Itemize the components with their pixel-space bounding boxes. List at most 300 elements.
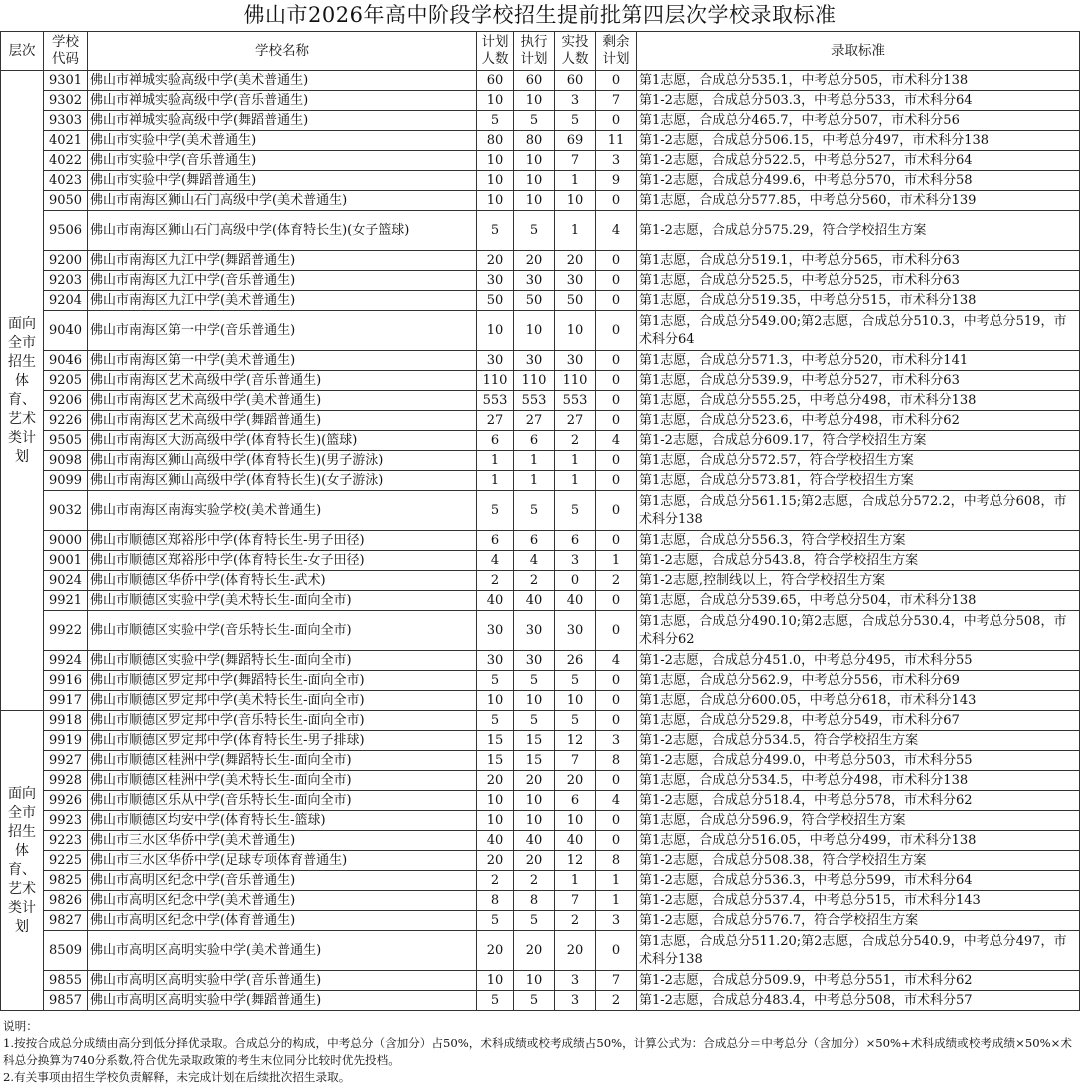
school-code: 4022 [44,151,88,171]
table-row [1,391,1080,411]
school-name: 佛山市顺德区乐从中学(音乐特长生-面向全市) [88,791,477,811]
exec-plan: 10 [514,971,555,991]
exec-plan: 10 [514,91,555,111]
admission-standard: 第1-2志愿，合成总分522.5，中考总分527，市术科分64 [637,151,1080,171]
level-group-label: 面向全市招生体育、艺术类计划 [1,71,44,711]
plan-count: 40 [477,591,514,611]
admission-standard: 第1志愿，合成总分600.05，中考总分618，市术科分143 [637,691,1080,711]
school-name: 佛山市南海区艺术高级中学(美术普通生) [88,391,477,411]
plan-count: 10 [477,311,514,351]
level-group-label: 面向全市招生体育、艺术类计划 [1,711,44,1011]
notes [3,1018,1077,1086]
admission-standard: 第1-2志愿，合成总分509.9，中考总分551，市术科分62 [637,971,1080,991]
plan-count: 80 [477,131,514,151]
school-code: 9302 [44,91,88,111]
admission-standard: 第1-2志愿，合成总分499.0，中考总分503，市术科分55 [637,751,1080,771]
school-code: 9927 [44,751,88,771]
exec-plan: 15 [514,751,555,771]
actual-count: 69 [555,131,596,151]
school-code: 9921 [44,591,88,611]
header-standard: 录取标准 [637,32,1080,71]
table-row [1,71,1080,91]
exec-plan: 80 [514,131,555,151]
school-name: 佛山市实验中学(音乐普通生) [88,151,477,171]
remain-plan: 0 [596,671,637,691]
school-code: 9301 [44,71,88,91]
remain-plan: 2 [596,571,637,591]
admission-standard: 第1志愿，合成总分490.10;第2志愿，合成总分530.4，中考总分508，市术科分62 [637,611,1080,651]
plan-count: 20 [477,771,514,791]
school-name: 佛山市顺德区实验中学(音乐特长生-面向全市) [88,611,477,651]
actual-count: 10 [555,311,596,351]
school-name: 佛山市三水区华侨中学(美术普通生) [88,831,477,851]
exec-plan: 10 [514,171,555,191]
remain-plan: 8 [596,851,637,871]
exec-plan: 50 [514,291,555,311]
remain-plan: 0 [596,471,637,491]
actual-count: 3 [555,971,596,991]
table-row [1,851,1080,871]
school-name: 佛山市禅城实验高级中学(音乐普通生) [88,91,477,111]
admission-standard: 第1-2志愿，合成总分609.17，符合学校招生方案 [637,431,1080,451]
table-row [1,871,1080,891]
remain-plan: 2 [596,991,637,1011]
school-name: 佛山市高明区纪念中学(体育普通生) [88,911,477,931]
school-name: 佛山市顺德区郑裕彤中学(体育特长生-女子田径) [88,551,477,571]
plan-count: 1 [477,451,514,471]
school-code: 9032 [44,491,88,531]
school-name: 佛山市南海区九江中学(舞蹈普通生) [88,251,477,271]
plan-count: 5 [477,491,514,531]
actual-count: 1 [555,451,596,471]
school-name: 佛山市顺德区罗定邦中学(舞蹈特长生-面向全市) [88,671,477,691]
exec-plan: 10 [514,191,555,211]
table-row [1,351,1080,371]
admission-standard: 第1-2志愿，合成总分508.38，符合学校招生方案 [637,851,1080,871]
table-row [1,531,1080,551]
header-row [1,32,1080,71]
actual-count: 26 [555,651,596,671]
table-row [1,491,1080,531]
table-row [1,731,1080,751]
plan-count: 20 [477,931,514,971]
header-level: 层次 [1,32,44,71]
school-name: 佛山市实验中学(舞蹈普通生) [88,171,477,191]
actual-count: 553 [555,391,596,411]
actual-count: 20 [555,251,596,271]
school-name: 佛山市南海区南海实验学校(美术普通生) [88,491,477,531]
remain-plan: 0 [596,831,637,851]
school-code: 9855 [44,971,88,991]
admission-standard: 第1-2志愿，合成总分483.4，中考总分508，市术科分57 [637,991,1080,1011]
remain-plan: 7 [596,971,637,991]
table-row [1,151,1080,171]
table-row [1,911,1080,931]
actual-count: 1 [555,211,596,251]
school-code: 9226 [44,411,88,431]
remain-plan: 0 [596,531,637,551]
school-name: 佛山市实验中学(美术普通生) [88,131,477,151]
exec-plan: 10 [514,791,555,811]
school-code: 9923 [44,811,88,831]
table-row [1,891,1080,911]
school-code: 9922 [44,611,88,651]
admission-standard: 第1志愿，合成总分516.05，中考总分499，市术科分138 [637,831,1080,851]
actual-count: 6 [555,531,596,551]
plan-count: 553 [477,391,514,411]
remain-plan: 0 [596,491,637,531]
table-row [1,471,1080,491]
table-row [1,411,1080,431]
remain-plan: 4 [596,431,637,451]
plan-count: 6 [477,431,514,451]
actual-count: 1 [555,171,596,191]
table-body [1,71,1080,1011]
admission-standard: 第1志愿，合成总分529.8，中考总分549，市术科分67 [637,711,1080,731]
admission-standard: 第1-2志愿，合成总分451.0，中考总分495，市术科分55 [637,651,1080,671]
remain-plan: 0 [596,371,637,391]
table-row [1,191,1080,211]
plan-count: 6 [477,531,514,551]
page-title: 佛山市2026年高中阶段学校招生提前批第四层次学校录取标准 [243,3,837,27]
actual-count: 27 [555,411,596,431]
school-code: 9506 [44,211,88,251]
table-row [1,691,1080,711]
exec-plan: 10 [514,151,555,171]
actual-count: 7 [555,751,596,771]
header-school-name: 学校名称 [88,32,477,71]
actual-count: 10 [555,811,596,831]
school-code: 9098 [44,451,88,471]
school-name: 佛山市高明区高明实验中学(美术普通生) [88,931,477,971]
remain-plan: 3 [596,911,637,931]
remain-plan: 0 [596,811,637,831]
remain-plan: 0 [596,611,637,651]
school-code: 9205 [44,371,88,391]
school-code: 9918 [44,711,88,731]
actual-count: 12 [555,731,596,751]
actual-count: 20 [555,931,596,971]
exec-plan: 2 [514,571,555,591]
school-name: 佛山市南海区艺术高级中学(舞蹈普通生) [88,411,477,431]
actual-count: 3 [555,91,596,111]
remain-plan: 4 [596,211,637,251]
plan-count: 5 [477,911,514,931]
school-name: 佛山市顺德区桂洲中学(美术特长生-面向全市) [88,771,477,791]
admission-standard: 第1-2志愿，合成总分536.3，中考总分599，市术科分64 [637,871,1080,891]
exec-plan: 10 [514,811,555,831]
remain-plan: 0 [596,271,637,291]
exec-plan: 4 [514,551,555,571]
remain-plan: 0 [596,931,637,971]
admission-standard: 第1志愿，合成总分562.9，中考总分556，市术科分69 [637,671,1080,691]
table-row [1,211,1080,251]
table-row [1,771,1080,791]
header-exec: 执行计划 [514,32,555,71]
admission-standard: 第1-2志愿，合成总分537.4，中考总分515，市术科分143 [637,891,1080,911]
actual-count: 5 [555,711,596,731]
table-row [1,111,1080,131]
exec-plan: 6 [514,531,555,551]
admission-standard: 第1志愿，合成总分561.15;第2志愿，合成总分572.2，中考总分608，市术科分138 [637,491,1080,531]
actual-count: 30 [555,351,596,371]
plan-count: 10 [477,191,514,211]
plan-count: 5 [477,671,514,691]
admission-standard: 第1-2志愿，合成总分575.29，符合学校招生方案 [637,211,1080,251]
table-row [1,91,1080,111]
plan-count: 10 [477,171,514,191]
remain-plan: 0 [596,691,637,711]
exec-plan: 110 [514,371,555,391]
school-name: 佛山市南海区九江中学(音乐普通生) [88,271,477,291]
plan-count: 10 [477,811,514,831]
admission-standard: 第1-2志愿，合成总分503.3，中考总分533，市术科分64 [637,91,1080,111]
plan-count: 30 [477,271,514,291]
plan-count: 15 [477,751,514,771]
header-remain: 剩余计划 [596,32,637,71]
plan-count: 10 [477,691,514,711]
remain-plan: 11 [596,131,637,151]
school-code: 9926 [44,791,88,811]
plan-count: 5 [477,711,514,731]
school-name: 佛山市南海区第一中学(美术普通生) [88,351,477,371]
actual-count: 2 [555,431,596,451]
remain-plan: 3 [596,731,637,751]
exec-plan: 8 [514,891,555,911]
actual-count: 10 [555,191,596,211]
school-code: 9099 [44,471,88,491]
school-name: 佛山市南海区狮山石门高级中学(体育特长生)(女子篮球) [88,211,477,251]
admission-table [0,31,1080,1011]
header-actual: 实投人数 [555,32,596,71]
plan-count: 50 [477,291,514,311]
table-row [1,551,1080,571]
table-row [1,711,1080,731]
admission-standard: 第1志愿，合成总分534.5，中考总分498，市术科分138 [637,771,1080,791]
school-code: 9827 [44,911,88,931]
table-row [1,591,1080,611]
school-code: 9046 [44,351,88,371]
plan-count: 5 [477,211,514,251]
table-row [1,271,1080,291]
school-code: 9919 [44,731,88,751]
table-row [1,671,1080,691]
plan-count: 5 [477,111,514,131]
plan-count: 8 [477,891,514,911]
school-name: 佛山市三水区华侨中学(足球专项体育普通生) [88,851,477,871]
school-code: 9200 [44,251,88,271]
actual-count: 2 [555,911,596,931]
plan-count: 2 [477,871,514,891]
plan-count: 30 [477,351,514,371]
actual-count: 5 [555,671,596,691]
actual-count: 20 [555,771,596,791]
exec-plan: 5 [514,991,555,1011]
exec-plan: 27 [514,411,555,431]
actual-count: 1 [555,871,596,891]
school-code: 9303 [44,111,88,131]
school-code: 9826 [44,891,88,911]
exec-plan: 10 [514,691,555,711]
actual-count: 0 [555,571,596,591]
admission-standard: 第1-2志愿，合成总分543.8，符合学校招生方案 [637,551,1080,571]
school-code: 9000 [44,531,88,551]
plan-count: 10 [477,791,514,811]
plan-count: 40 [477,831,514,851]
plan-count: 10 [477,971,514,991]
remain-plan: 3 [596,151,637,171]
actual-count: 12 [555,851,596,871]
remain-plan: 0 [596,411,637,431]
admission-standard: 第1-2志愿，合成总分499.6，中考总分570，市术科分58 [637,171,1080,191]
admission-standard: 第1志愿，合成总分519.35，中考总分515，市术科分138 [637,291,1080,311]
admission-standard: 第1-2志愿，合成总分576.7，符合学校招生方案 [637,911,1080,931]
school-code: 9917 [44,691,88,711]
exec-plan: 5 [514,111,555,131]
actual-count: 110 [555,371,596,391]
admission-standard: 第1志愿，合成总分555.25，中考总分498，市术科分138 [637,391,1080,411]
remain-plan: 4 [596,791,637,811]
school-name: 佛山市南海区大沥高级中学(体育特长生)(篮球) [88,431,477,451]
school-name: 佛山市南海区狮山高级中学(体育特长生)(女子游泳) [88,471,477,491]
exec-plan: 30 [514,611,555,651]
remain-plan: 1 [596,871,637,891]
table-row [1,651,1080,671]
exec-plan: 5 [514,671,555,691]
actual-count: 50 [555,291,596,311]
school-name: 佛山市顺德区华侨中学(体育特长生-武术) [88,571,477,591]
remain-plan: 0 [596,451,637,471]
plan-count: 110 [477,371,514,391]
remain-plan: 8 [596,751,637,771]
school-name: 佛山市顺德区均安中学(体育特长生-篮球) [88,811,477,831]
actual-count: 7 [555,891,596,911]
school-code: 9825 [44,871,88,891]
school-name: 佛山市顺德区郑裕彤中学(体育特长生-男子田径) [88,531,477,551]
exec-plan: 5 [514,491,555,531]
remain-plan: 0 [596,291,637,311]
plan-count: 15 [477,731,514,751]
table-row [1,811,1080,831]
actual-count: 3 [555,551,596,571]
school-code: 9050 [44,191,88,211]
admission-standard: 第1志愿，合成总分535.1，中考总分505，市术科分138 [637,71,1080,91]
school-name: 佛山市高明区纪念中学(音乐普通生) [88,871,477,891]
admission-standard: 第1志愿，合成总分519.1，中考总分565，市术科分63 [637,251,1080,271]
table-row [1,571,1080,591]
school-name: 佛山市南海区九江中学(美术普通生) [88,291,477,311]
exec-plan: 60 [514,71,555,91]
school-code: 9204 [44,291,88,311]
remain-plan: 7 [596,91,637,111]
plan-count: 30 [477,611,514,651]
remain-plan: 0 [596,311,637,351]
admission-standard: 第1-2志愿，合成总分506.15，中考总分497，市术科分138 [637,131,1080,151]
exec-plan: 30 [514,651,555,671]
plan-count: 10 [477,91,514,111]
table-row [1,991,1080,1011]
school-name: 佛山市顺德区桂洲中学(舞蹈特长生-面向全市) [88,751,477,771]
school-code: 9040 [44,311,88,351]
school-code: 9203 [44,271,88,291]
school-name: 佛山市南海区狮山高级中学(体育特长生)(男子游泳) [88,451,477,471]
admission-standard: 第1志愿，合成总分525.5，中考总分525，市术科分63 [637,271,1080,291]
remain-plan: 0 [596,251,637,271]
note-1: 1.按按合成总分成绩由高分到低分择优录取。合成总分的构成，中考总分（含加分）占50%，术科成绩或校考成绩占50%，计算公式为：合成总分＝中考总分（含加分）×50%+术科成绩或校考成绩×50%×术科总分换算为740分系数,符合优先录取政策的考生末位同分比较时优先投档。 [3,1036,1072,1067]
admission-standard: 第1志愿，合成总分571.3，中考总分520，市术科分141 [637,351,1080,371]
actual-count: 7 [555,151,596,171]
admission-standard: 第1志愿，合成总分577.85，中考总分560，市术科分139 [637,191,1080,211]
plan-count: 27 [477,411,514,431]
table-row [1,971,1080,991]
school-code: 4021 [44,131,88,151]
school-name: 佛山市禅城实验高级中学(舞蹈普通生) [88,111,477,131]
plan-count: 2 [477,571,514,591]
remain-plan: 0 [596,391,637,411]
table-row [1,831,1080,851]
admission-standard: 第1志愿，合成总分465.7，中考总分507，市术科分56 [637,111,1080,131]
remain-plan: 1 [596,891,637,911]
exec-plan: 5 [514,211,555,251]
exec-plan: 5 [514,911,555,931]
school-code: 9857 [44,991,88,1011]
actual-count: 5 [555,491,596,531]
exec-plan: 15 [514,731,555,751]
exec-plan: 30 [514,351,555,371]
actual-count: 10 [555,691,596,711]
remain-plan: 0 [596,71,637,91]
actual-count: 40 [555,591,596,611]
school-code: 9928 [44,771,88,791]
admission-standard: 第1-2志愿,控制线以上，符合学校招生方案 [637,571,1080,591]
plan-count: 1 [477,471,514,491]
exec-plan: 1 [514,471,555,491]
table-row [1,311,1080,351]
plan-count: 20 [477,851,514,871]
admission-standard: 第1志愿，合成总分549.00;第2志愿，合成总分510.3，中考总分519，市术科分64 [637,311,1080,351]
school-name: 佛山市南海区艺术高级中学(音乐普通生) [88,371,477,391]
table-row [1,611,1080,651]
school-name: 佛山市顺德区实验中学(美术特长生-面向全市) [88,591,477,611]
exec-plan: 1 [514,451,555,471]
remain-plan: 0 [596,711,637,731]
exec-plan: 20 [514,251,555,271]
remain-plan: 4 [596,651,637,671]
school-code: 4023 [44,171,88,191]
plan-count: 30 [477,651,514,671]
remain-plan: 9 [596,171,637,191]
actual-count: 3 [555,991,596,1011]
plan-count: 20 [477,251,514,271]
school-name: 佛山市顺德区罗定邦中学(美术特长生-面向全市) [88,691,477,711]
admission-standard: 第1志愿，合成总分572.57，符合学校招生方案 [637,451,1080,471]
remain-plan: 0 [596,111,637,131]
exec-plan: 40 [514,831,555,851]
actual-count: 40 [555,831,596,851]
table-row [1,451,1080,471]
school-name: 佛山市高明区纪念中学(美术普通生) [88,891,477,911]
exec-plan: 2 [514,871,555,891]
school-code: 8509 [44,931,88,971]
school-code: 9916 [44,671,88,691]
school-name: 佛山市顺德区罗定邦中学(音乐特长生-面向全市) [88,711,477,731]
actual-count: 60 [555,71,596,91]
actual-count: 5 [555,111,596,131]
actual-count: 30 [555,271,596,291]
school-code: 9924 [44,651,88,671]
exec-plan: 10 [514,311,555,351]
notes-heading: 说明： [3,1019,38,1033]
